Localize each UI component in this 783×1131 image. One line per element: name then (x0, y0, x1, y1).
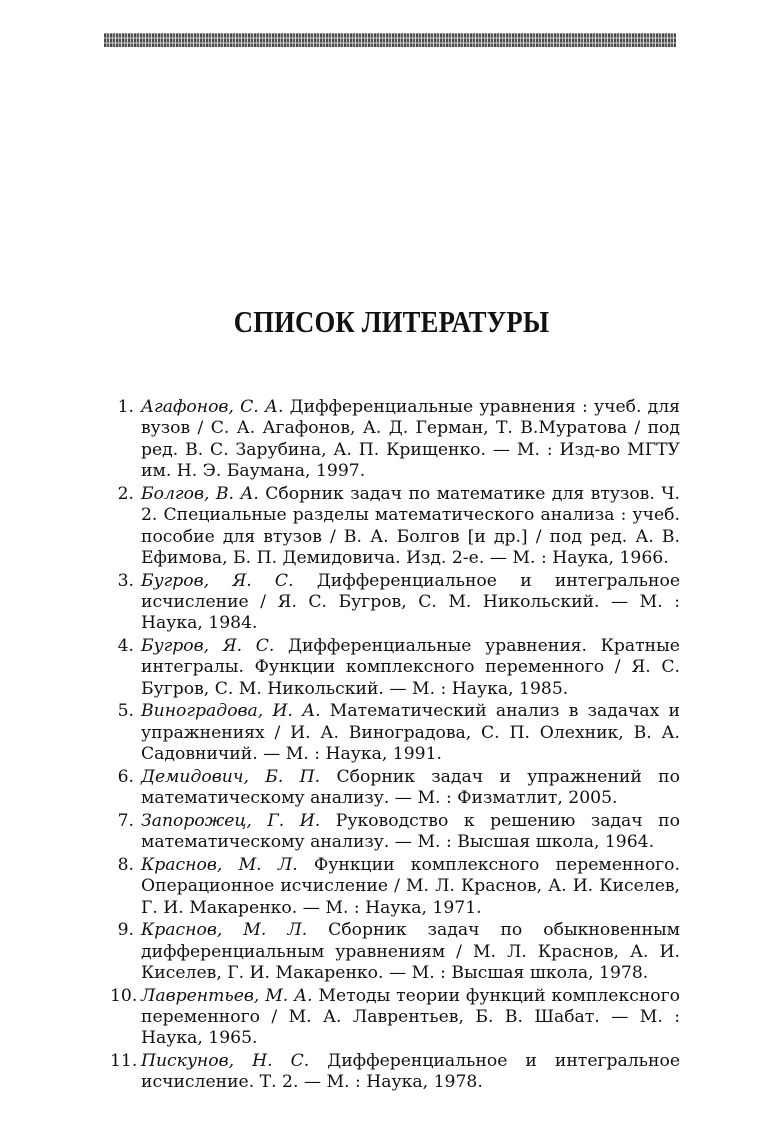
bibliography-entry (110, 1051, 680, 1094)
entry-author: Агафонов, С. А. (141, 397, 284, 417)
entry-number: 4. (117, 636, 134, 657)
entry-text: Сборник задач по математике для втузов. Ч. 2. Специальные разделы математического анализа : учеб. пособие для втузов / В. А. Болгов [и др.] / под ред. А. В. Ефимова, Б. П. Демидовича. Изд. 2-е. — М. : Наука, 1966. (141, 483, 680, 569)
bibliography-entry (110, 571, 680, 635)
entry-text: Дифференциальное и интегральное исчисление / Я. С. Бугров, С. М. Никольский. — М. : Наука, 1984. (141, 570, 680, 634)
entry-author: Демидович, Б. П. (141, 766, 321, 787)
entry-author: Запорожец, Г. И. (141, 810, 321, 831)
entry-author: Виноградова, И. А. (141, 701, 321, 722)
entry-number: 7. (117, 810, 134, 831)
bibliography-entry (110, 767, 680, 810)
entry-number: 3. (117, 570, 134, 591)
bibliography-list (110, 397, 680, 1095)
entry-author: Лаврентьев, М. А. (141, 985, 313, 1006)
bibliography-entry (110, 636, 680, 700)
entry-author: Краснов, М. Л. (141, 854, 298, 875)
bibliography-entry (110, 811, 680, 854)
entry-author: Бугров, Я. С. (141, 636, 275, 657)
entry-text: Дифференциальные уравнения. Кратные интегралы. Функции комплексного переменного / Я. С. Бугров, С. М. Никольский. — М. : Наука, 1985. (141, 636, 680, 699)
entry-text: Руководство к решению задач по математическому анализу. — М. : Высшая школа, 1964. (141, 810, 680, 853)
entry-text: Функции комплексного переменного. Операционное исчисление / М. Л. Краснов, А. И. Киселев, Г. И. Макаренко. — М. : Наука, 1971. (141, 854, 680, 918)
bibliography-entry (110, 397, 680, 483)
entry-number: 1. (117, 397, 134, 417)
bibliography-entry (110, 484, 680, 570)
bibliography-entry (110, 920, 680, 984)
entry-number: 8. (117, 854, 134, 875)
entry-number: 11. (110, 1051, 138, 1072)
entry-author: Краснов, М. Л. (141, 920, 308, 941)
bibliography-entry (110, 701, 680, 765)
entry-number: 10. (110, 985, 138, 1006)
entry-text: Методы теории функций комплексного переменного / М. А. Лаврентьев, Б. В. Шабат. — М. : Наука, 1965. (141, 985, 680, 1049)
entry-number: 5. (117, 701, 134, 722)
bibliography-entry (110, 986, 680, 1050)
entry-author: Бугров, Я. С. (141, 570, 294, 591)
entry-number: 6. (117, 766, 134, 787)
entry-text: Математический анализ в задачах и упражнениях / И. А. Виноградова, С. П. Олехник, В. А. Садовничий. — М. : Наука, 1991. (141, 701, 680, 765)
entry-number: 9. (117, 920, 134, 941)
entry-text: Сборник задач по обыкновенным дифференциальным уравнениям / М. Л. Краснов, А. И. Киселев, Г. И. Макаренко. — М. : Высшая школа, 1978. (141, 920, 680, 984)
entry-text: Сборник задач и упражнений по математическому анализу. — М. : Физматлит, 2005. (141, 766, 680, 809)
top-scan-artifact-strip (104, 33, 676, 47)
page-title: СПИСОК ЛИТЕРАТУРЫ (233, 303, 550, 339)
entry-number: 2. (117, 483, 134, 504)
entry-text: Дифференциальные уравнения : учеб. для вузов / С. А. Агафонов, А. Д. Герман, Т. В.Муратова / под ред. В. С. Зарубина, А. П. Крищенко. — М. : Изд-во МГТУ им. Н. Э. Баумана, 1997. (141, 397, 680, 482)
bibliography-entry (110, 855, 680, 919)
entry-author: Болгов, В. А. (141, 483, 259, 504)
entry-author: Пискунов, Н. С. (141, 1051, 310, 1072)
entry-text: Дифференциальное и интегральное исчисление. Т. 2. — М. : Наука, 1978. (141, 1051, 680, 1093)
